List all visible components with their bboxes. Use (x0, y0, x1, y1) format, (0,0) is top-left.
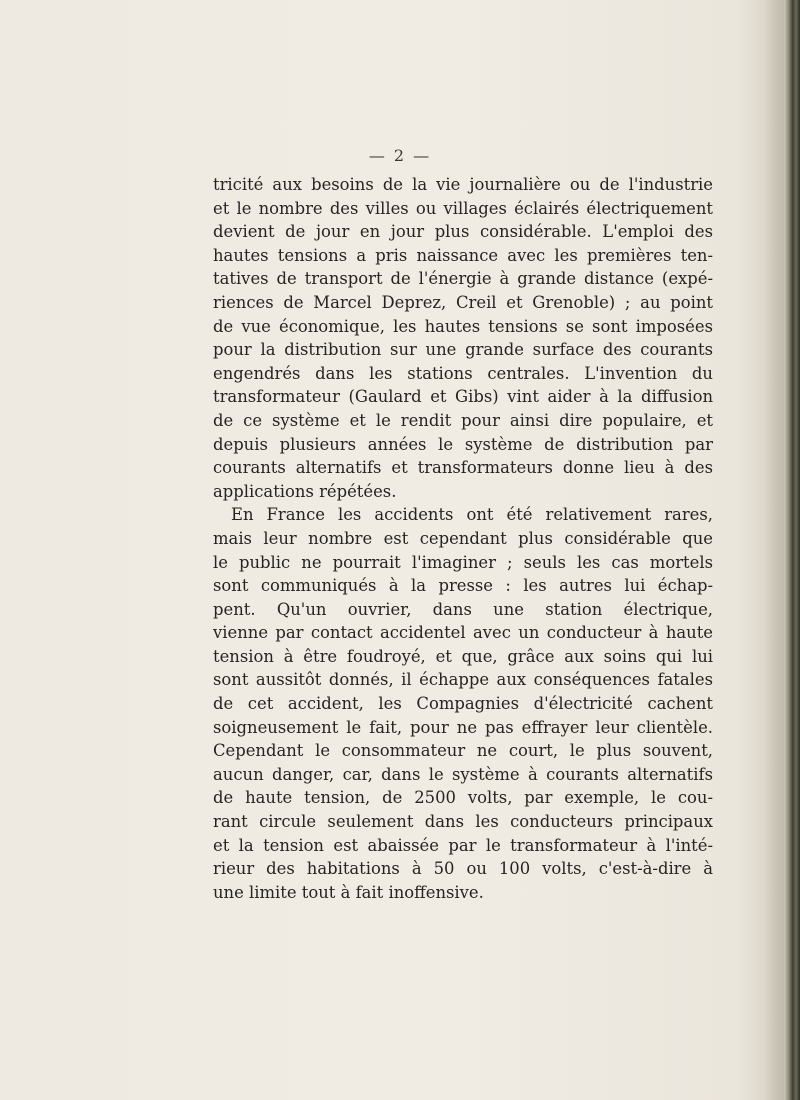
text-line: de ce système et le rendit pour ainsi dire populaire, et (213, 410, 713, 430)
text-line: le public ne pourrait l'imaginer ; seuls les cas mortels (213, 552, 713, 572)
text-line: tricité aux besoins de la vie journalière ou de l'industrie (213, 175, 713, 194)
paragraph-end-line: applications répétées. (213, 481, 397, 501)
text-line: et la tension est abaissée par le transformateur à l'inté- (213, 835, 713, 855)
text-line: vienne par contact accidentel avec un conducteur à haute (213, 623, 713, 643)
text-line: riences de Marcel Deprez, Creil et Grenoble) ; au point (213, 292, 713, 312)
text-line: sont aussitôt donnés, il échappe aux conséquences fatales (213, 670, 713, 690)
page-number: — 2 — (368, 146, 432, 165)
text-line: depuis plusieurs années le système de distribution par (213, 434, 713, 454)
body-text (213, 173, 713, 904)
text-line: Cependant le consommateur ne court, le plus souvent, (213, 741, 713, 761)
text-line: rant circule seulement dans les conducteurs principaux (213, 812, 713, 832)
text-line: de vue économique, les hautes tensions se sont imposées (213, 316, 713, 336)
text-line: rieur des habitations à 50 ou 100 volts, c'est-à-dire à (213, 859, 713, 879)
text-line: aucun danger, car, dans le système à courants alternatifs (213, 764, 713, 784)
text-line: et le nombre des villes ou villages éclairés électriquement (213, 198, 713, 218)
text-line: de haute tension, de 2500 volts, par exemple, le cou- (213, 788, 713, 808)
page-binding-edge (784, 0, 800, 1100)
text-line: pour la distribution sur une grande surface des courants (213, 340, 713, 360)
text-line: soigneusement le fait, pour ne pas effrayer leur clientèle. (213, 717, 713, 737)
text-line: tatives de transport de l'énergie à grande distance (expé- (213, 269, 713, 289)
text-line: de cet accident, les Compagnies d'électricité cachent (213, 694, 713, 714)
text-line: engendrés dans les stations centrales. L'invention du (213, 363, 713, 383)
text-line: courants alternatifs et transformateurs donne lieu à des (213, 458, 713, 478)
paragraph-start-line: En France les accidents ont été relativement rares, (231, 505, 713, 525)
text-line: sont communiqués à la presse : les autres lui échap- (213, 576, 713, 596)
text-line: tension à être foudroyé, et que, grâce aux soins qui lui (213, 646, 713, 666)
text-line: hautes tensions a pris naissance avec les premières ten- (213, 245, 713, 265)
text-line: pent. Qu'un ouvrier, dans une station électrique, (213, 599, 713, 619)
text-line: transformateur (Gaulard et Gibs) vint aider à la diffusion (213, 387, 713, 407)
text-line: mais leur nombre est cependant plus considérable que (213, 528, 713, 548)
text-line: devient de jour en jour plus considérable. L'emploi des (213, 222, 713, 242)
binding-shadow (764, 0, 784, 1100)
paragraph-end-line: une limite tout à fait inoffensive. (213, 882, 484, 902)
